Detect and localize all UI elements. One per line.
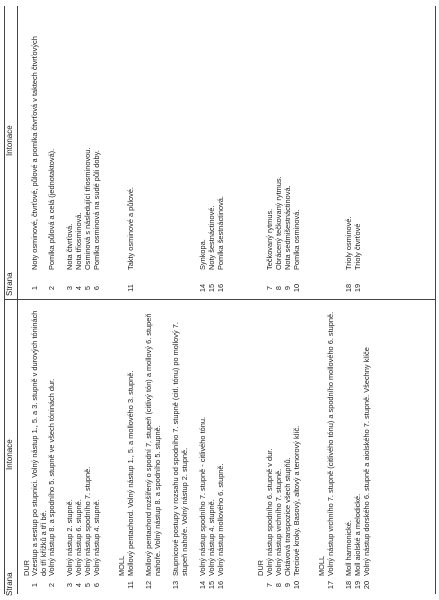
page-number: 17 xyxy=(326,580,335,590)
intonation-text: Volný nástup 4. stupně. xyxy=(207,499,216,576)
intonation-text: Volný nástup vrchního 7. stupně (citlivého tónu) a spodního mollového 6. stupně. xyxy=(326,311,335,576)
rhythm-text: Osminová s následující třiosminovou. xyxy=(83,147,92,270)
header-strana-right: Strana xyxy=(5,272,14,296)
rhythm-text: Noty osminové, čtvrťové, půlové a pomlka čtvrťová v taktech čtvrťových xyxy=(30,36,39,270)
header-strana-left: Strana xyxy=(5,572,14,596)
page-number: 19 xyxy=(353,580,362,590)
rhythm-text: Pomlka půlová a celá (jednotaktová). xyxy=(47,148,56,270)
section-title-moll: MOLL xyxy=(317,555,326,576)
intonation-text: Volný nástup spodního 6. stupně v dur. xyxy=(265,448,274,576)
page-number: 4 xyxy=(74,285,83,291)
rhythm-text: Pomlka šestnáctinová. xyxy=(216,196,225,270)
intonation-text: Vzestup a sestup po stupnici. Volný nástup 1., 5. a 3. stupně v durových tóninách do tří křížků a tří bé. xyxy=(30,310,48,576)
table-bottom-rule xyxy=(435,6,436,594)
page-number: 13 xyxy=(171,580,180,590)
page-number: 9 xyxy=(283,582,292,588)
rhythm-text: Tečkovaný rytmus. xyxy=(265,208,274,270)
page-number: 1 xyxy=(30,285,39,291)
page-number: 11 xyxy=(126,284,135,292)
column-divider xyxy=(4,299,435,300)
intonation-text: Volný nástup 4. stupně. xyxy=(92,499,101,576)
page-number: 6 xyxy=(92,582,101,588)
page-number: 10 xyxy=(292,283,301,293)
page-number: 7 xyxy=(265,582,274,588)
intonation-text: Mollový pentachord. Volný nástup 1., 5. a mollového 3. stupně. xyxy=(126,370,135,576)
page-number: 19 xyxy=(353,283,362,293)
rhythm-text: Synkopa. xyxy=(198,239,207,270)
rhythm-text: Nota čtvrťová. xyxy=(65,223,74,270)
page-number: 3 xyxy=(65,582,74,588)
rhythm-text: Trioly osminové. xyxy=(344,216,353,270)
rhythm-text: Nota sedmišestnáctinová. xyxy=(283,185,292,270)
header-intonace-right: Intonace xyxy=(5,125,14,156)
intonation-text: Volný nástup mollového 6. stupně. xyxy=(216,463,225,576)
page-number: 16 xyxy=(216,580,225,590)
header-rule xyxy=(17,6,18,594)
page-number: 16 xyxy=(216,283,225,293)
header-intonace-left: Intonace xyxy=(5,439,14,470)
page-number: 20 xyxy=(362,580,371,590)
intonation-text: Mollový pentachord rozšířený o spodní 7. stupeň (citlivý tón) a mollový 6. stupeň nahoře. Volný nástup 8. a spodního 5. stupně. xyxy=(144,313,162,576)
page-number: 15 xyxy=(207,580,216,590)
section-title-dur: DUR xyxy=(256,559,265,576)
section-title-moll: MOLL xyxy=(117,555,126,576)
intonation-text: Volný nástup 6. stupně. xyxy=(74,499,83,576)
page-number: 8 xyxy=(274,582,283,588)
page-number: 5 xyxy=(83,582,92,588)
intonation-text: Volný nástup dorského 6. stupně a aiolského 7. stupně. Všechny klíče xyxy=(362,347,371,576)
rhythm-text: Noty šestnáctinové. xyxy=(207,205,216,270)
table-top-rule xyxy=(4,6,5,594)
rhythm-text: Takty osminové a půlové. xyxy=(126,187,135,270)
intonation-text: Moll aiolské a melodické. xyxy=(353,493,362,576)
intonation-text: Volný nástup 2. stupně. xyxy=(65,499,74,576)
page-number: 6 xyxy=(92,285,101,291)
page-number: 14 xyxy=(198,283,207,293)
page-number: 5 xyxy=(83,285,92,291)
intonation-text: Oktávová transpozice všech stupňů. xyxy=(283,457,292,576)
page-number: 4 xyxy=(74,582,83,588)
section-title-dur: DUR xyxy=(22,559,31,576)
page-number: 2 xyxy=(47,285,56,291)
page-number: 7 xyxy=(265,285,274,291)
page-number: 12 xyxy=(144,580,153,590)
intonation-text: Terciové kroky. Basový, altový a tenorový klíč. xyxy=(292,425,301,576)
rhythm-text: Nota třiosminová. xyxy=(74,212,83,270)
page-number: 8 xyxy=(274,285,283,291)
rhythm-text: Obrácený tečkovaný rytmus. xyxy=(274,176,283,270)
page-number: 18 xyxy=(344,580,353,590)
page-number: 9 xyxy=(283,285,292,291)
intonation-text: Stupnicové postupy v rozsahu od spodního 7. stupně (citl. tónu) po mollový 7. stupeň nahoře. Volný nástup 2. stupně. xyxy=(171,322,189,576)
rhythm-text: Pomlka osminová. xyxy=(292,209,301,270)
intonation-text: Volný nástup 8. a spodního 5. stupně ve všech tóninách dur. xyxy=(47,378,56,576)
intonation-text: Volný nástup vrchního 7. stupně. xyxy=(274,468,283,576)
page-number: 11 xyxy=(126,581,135,589)
page-number: 3 xyxy=(65,285,74,291)
page-number: 14 xyxy=(198,580,207,590)
intonation-text: Volný nástup spodního 7. stupně. xyxy=(83,466,92,576)
rhythm-text: Pomlka osminová na sudé půli doby. xyxy=(92,150,101,270)
page-number: 2 xyxy=(47,582,56,588)
rhythm-text: Trioly čtvrťové xyxy=(353,223,362,270)
intonation-text: Moll harmonické. xyxy=(344,520,353,576)
page-number: 10 xyxy=(292,580,301,590)
intonation-text: Volný nástup spodního 7. stupně - citlivého tónu. xyxy=(198,416,207,576)
page-number: 15 xyxy=(207,283,216,293)
page-number: 1 xyxy=(30,582,39,588)
page-number: 18 xyxy=(344,283,353,293)
